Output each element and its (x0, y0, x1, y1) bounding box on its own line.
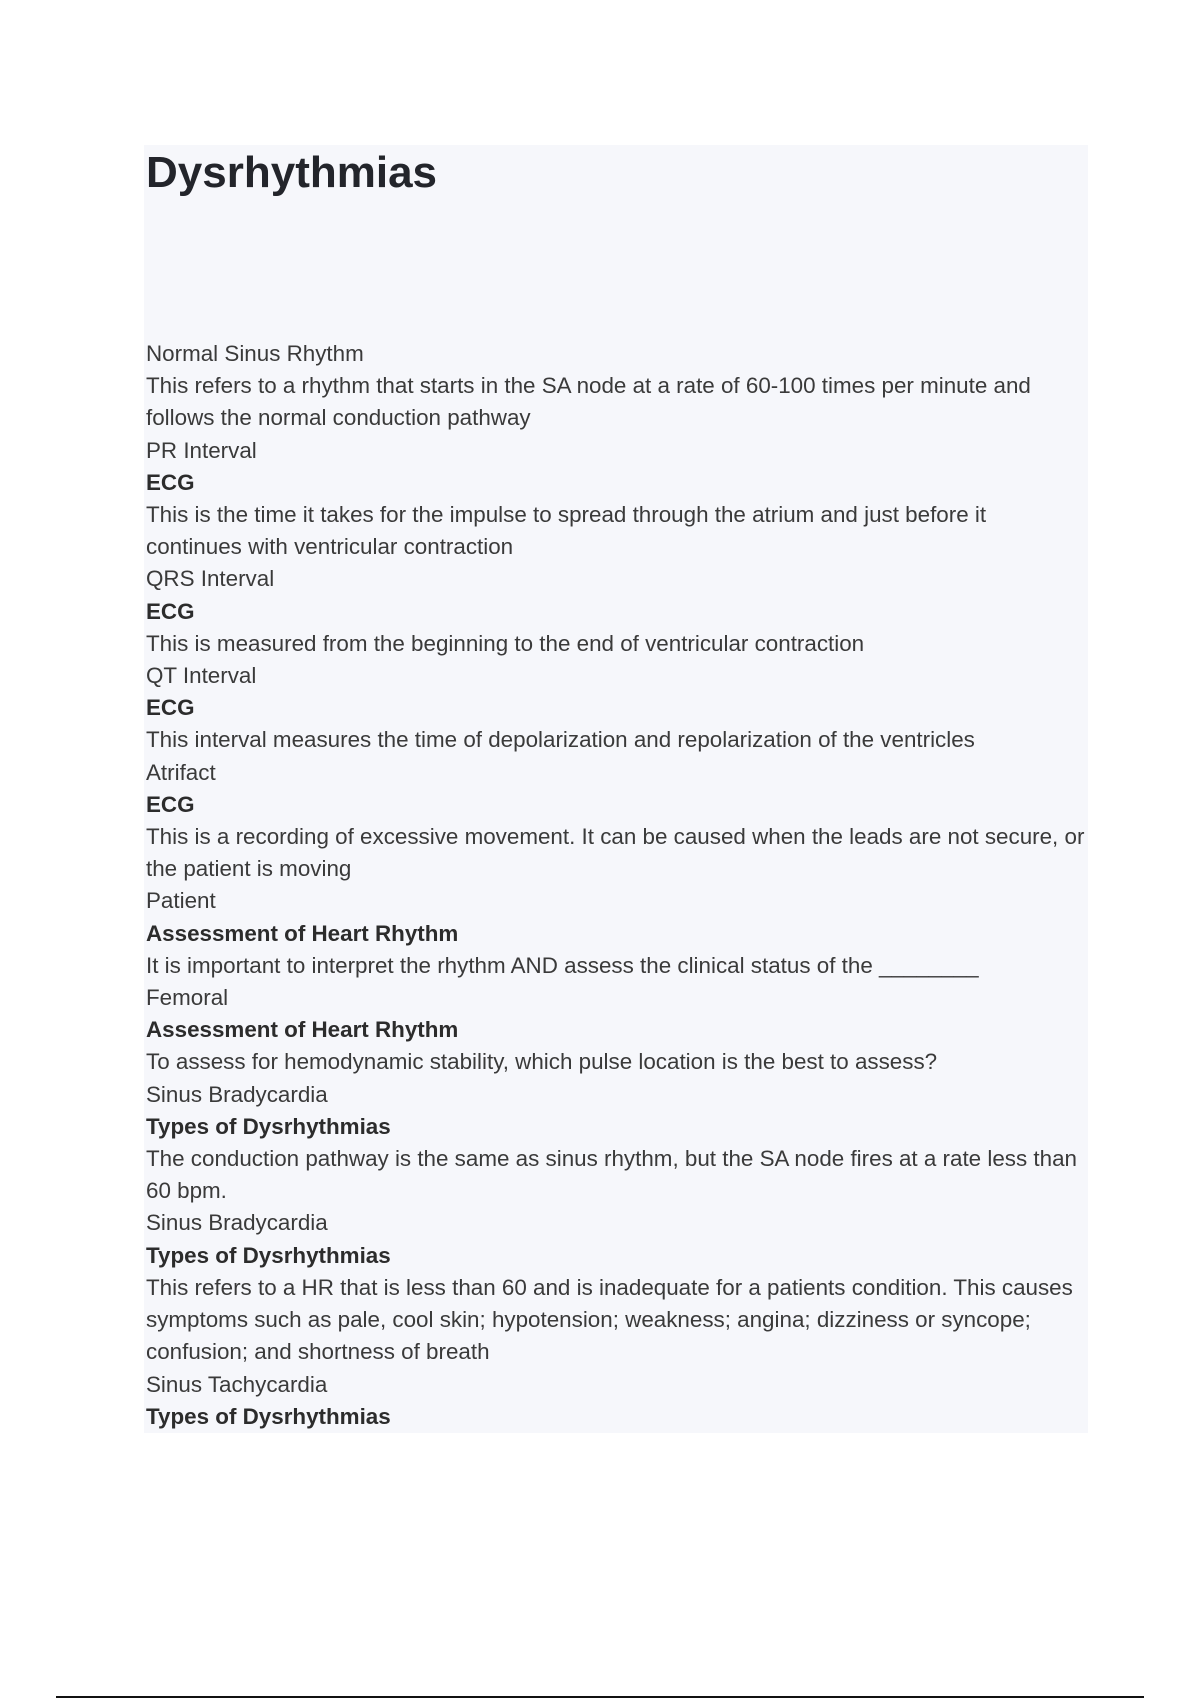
card-term: QT Interval (146, 663, 257, 689)
card-category: ECG (146, 469, 195, 495)
page-title: Dysrhythmias (146, 148, 438, 197)
card-term: QRS Interval (146, 566, 275, 592)
card-term: Femoral (146, 985, 229, 1011)
card-definition: To assess for hemodynamic stability, which pulse location is the best to assess? (146, 1049, 938, 1075)
card-definition: This is the time it takes for the impulse to spread through the atrium and just before it continues with ventricular contraction (146, 502, 987, 560)
flashcard (146, 1079, 1086, 1208)
card-definition: This is measured from the beginning to the end of ventricular contraction (146, 630, 865, 656)
card-term: Atrifact (146, 759, 216, 785)
card-category: ECG (146, 695, 195, 721)
flashcard-list (146, 338, 1086, 1433)
card-category: Assessment of Heart Rhythm (146, 920, 459, 946)
flashcard (146, 982, 1086, 1079)
flashcard (146, 435, 1086, 564)
card-term: Sinus Bradycardia (146, 1081, 328, 1107)
card-definition: This is a recording of excessive movement. It can be caused when the leads are not secure, or the patient is moving (146, 824, 1085, 882)
flashcard (146, 757, 1086, 886)
flashcard (146, 1369, 1086, 1433)
flashcard (146, 885, 1086, 982)
footer-rule (56, 1696, 1144, 1698)
flashcard (146, 338, 1086, 435)
card-category: Types of Dysrhythmias (146, 1403, 391, 1429)
card-term: Sinus Bradycardia (146, 1210, 328, 1236)
card-term: Patient (146, 888, 216, 914)
card-category: Types of Dysrhythmias (146, 1113, 391, 1139)
card-term: PR Interval (146, 437, 257, 463)
card-category: ECG (146, 791, 195, 817)
card-definition: This refers to a HR that is less than 60 and is inadequate for a patients condition. This causes symptoms such as pale, cool skin; hypotension; weakness; angina; dizziness or syncope; confusion; and shortness of breath (146, 1274, 1073, 1365)
card-definition: This interval measures the time of depolarization and repolarization of the ventricles (146, 727, 975, 753)
card-term: Normal Sinus Rhythm (146, 341, 364, 366)
card-category: Assessment of Heart Rhythm (146, 1017, 459, 1043)
card-category: ECG (146, 598, 195, 624)
card-term: Sinus Tachycardia (146, 1371, 328, 1397)
flashcard (146, 1207, 1086, 1368)
card-definition: The conduction pathway is the same as sinus rhythm, but the SA node fires at a rate less than 60 bpm. (146, 1146, 1077, 1204)
card-category: Types of Dysrhythmias (146, 1242, 391, 1268)
card-definition: This refers to a rhythm that starts in the SA node at a rate of 60-100 times per minute and follows the normal conduction pathway (146, 373, 1031, 431)
card-definition: It is important to interpret the rhythm AND assess the clinical status of the ________ (146, 952, 979, 978)
flashcard (146, 660, 1086, 757)
flashcard (146, 563, 1086, 660)
